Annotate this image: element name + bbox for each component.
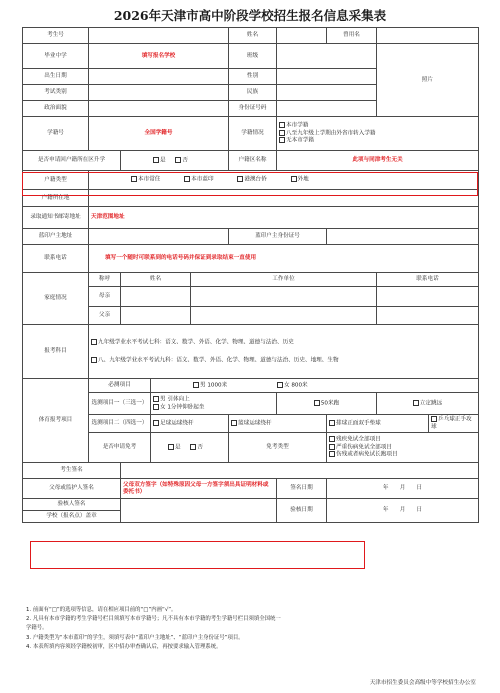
checkbox-icon[interactable]	[314, 400, 320, 406]
checker-sign-field[interactable]	[121, 499, 277, 523]
checker-sign-label: 验核人签名	[23, 499, 121, 511]
mail-addr-hint[interactable]: 天津范围地址	[89, 207, 479, 229]
checkbox-icon[interactable]	[153, 420, 159, 426]
status-options	[277, 117, 479, 151]
birth-label: 出生日期	[23, 69, 89, 85]
grad-school-label: 毕业中学	[23, 44, 89, 69]
student-no-label: 学籍号	[23, 117, 89, 151]
status-opt-none[interactable]: 无本市学籍	[279, 137, 476, 144]
male-pullup[interactable]: 男 引体向上	[153, 396, 274, 403]
hukou-district-hint[interactable]: 此项与同津考生无关	[277, 151, 479, 171]
required-label: 必测项目	[89, 379, 151, 393]
checkbox-icon[interactable]	[329, 451, 335, 457]
family-label: 家庭情况	[23, 273, 89, 325]
politics-field[interactable]	[89, 101, 229, 117]
hukou-highlight-box	[22, 172, 478, 196]
male-1000m[interactable]: 男 1000米	[193, 382, 227, 389]
ethnicity-label: 民族	[229, 85, 277, 101]
note-2: 2. 凡具有本市学籍的考生学籍号栏目须填写本市学籍号；凡不具有本市学籍的考生学籍号栏目须填全国统一	[26, 616, 281, 623]
football-dribble[interactable]: 足球运球绕杆	[151, 415, 229, 433]
checkbox-icon[interactable]	[168, 444, 174, 450]
subjects-label: 报考科目	[23, 325, 89, 379]
female-800m[interactable]: 女 800米	[277, 382, 308, 389]
student-sign-label: 考生签名	[23, 463, 121, 479]
id-no-field[interactable]	[277, 101, 377, 117]
checkbox-icon[interactable]	[231, 420, 237, 426]
mother-work-field[interactable]	[191, 287, 377, 307]
exam-no-label: 考生号	[23, 28, 89, 44]
mother-phone-field[interactable]	[377, 287, 479, 307]
checkbox-icon[interactable]	[91, 357, 97, 363]
category-label: 考试类别	[23, 85, 89, 101]
apply-hukou-label: 是否申请回户籍所在区升学	[23, 151, 121, 171]
class-label: 班级	[229, 44, 277, 69]
blue-id-field[interactable]	[327, 229, 479, 245]
exempt-type-options	[327, 433, 479, 463]
subject-opt-nine[interactable]: 八、九年级学业水平考试九科：语文、数学、外语、化学、物理、道德与法治、历史、地理、生物	[91, 357, 476, 364]
exempt-disabled[interactable]: 残疾免试全部项目	[329, 436, 476, 443]
checkbox-icon[interactable]	[175, 157, 181, 163]
hukou-district-label: 户籍区名称	[229, 151, 277, 171]
female-situp[interactable]: 女 1分钟仰卧起坐	[153, 404, 274, 411]
hukou-type-blue[interactable]: 本市蓝印	[184, 176, 213, 183]
gender-field[interactable]	[277, 69, 377, 85]
signature-highlight-box	[30, 541, 365, 569]
exempt-long-run[interactable]: 伤残或者病免试长跑项目	[329, 451, 476, 458]
subject-opt-seven[interactable]: 九年级学业水平考试七科：语文、数学、外语、化学、物理、道德与法治、历史	[91, 339, 476, 346]
category-field[interactable]	[89, 85, 229, 101]
issuer-footer: 天津市招生委员会高级中等学校招生办公室	[369, 680, 476, 686]
note-3: 3. 户籍类型为“本市蓝印”的学生，须填写表中“蓝印户主地址”、“蓝印户主身份证号”项目。	[26, 634, 244, 641]
status-opt-local[interactable]: 本市学籍	[279, 122, 476, 129]
required-options	[151, 379, 479, 393]
exempt-no[interactable]: 否	[190, 444, 203, 451]
check-date-label: 验核日期	[277, 499, 327, 523]
checkbox-icon[interactable]	[279, 130, 285, 136]
father-label: 父亲	[89, 307, 121, 325]
apply-yes[interactable]: 是	[153, 157, 166, 164]
note-4: 4. 本表所填内容须经学籍校初审，区中招办审查确认后，再按要求输入管理系统。	[26, 643, 222, 650]
checkbox-icon[interactable]	[413, 400, 419, 406]
note-2-cont: 学籍号。	[26, 625, 48, 632]
blue-addr-label: 蓝印户主地址	[23, 229, 89, 245]
checkbox-icon[interactable]	[279, 137, 285, 143]
standing-jump[interactable]: 立定跳远	[377, 393, 479, 415]
exempt-options	[151, 433, 229, 463]
registration-table	[22, 27, 479, 523]
blue-id-label: 蓝印户主身份证号	[229, 229, 327, 245]
exempt-yes[interactable]: 是	[168, 444, 181, 451]
checkbox-icon[interactable]	[329, 420, 335, 426]
apply-no[interactable]: 否	[175, 157, 188, 164]
former-name-label: 曾用名	[327, 28, 377, 44]
hukou-type-hmt[interactable]: 港澳台侨	[237, 176, 266, 183]
run-50m[interactable]: 50米跑	[277, 393, 377, 415]
student-no-hint[interactable]: 全国学籍号	[89, 117, 229, 151]
parent-sign-hint[interactable]: 父母双方签字（如特殊原因父母一方签字须出具证明材料或委托书）	[121, 479, 277, 499]
check-date-field[interactable]: 年 月 日	[327, 499, 479, 523]
name-label: 姓名	[229, 28, 277, 44]
pingpong-attack[interactable]: 乒乓球正手攻球	[429, 415, 479, 433]
form-title: 2026年天津市高中阶段学校招生报名信息采集表	[113, 8, 387, 23]
grad-school-hint[interactable]: 填写报名学校	[89, 44, 229, 69]
birth-field[interactable]	[89, 69, 229, 85]
id-no-label: 身份证号码	[229, 101, 277, 117]
pe-label: 体育报考项目	[23, 379, 89, 463]
name-field[interactable]	[277, 28, 327, 44]
checkbox-icon[interactable]	[329, 444, 335, 450]
choose2-label: 选测项目二（四选一）	[89, 415, 151, 433]
checkbox-icon[interactable]	[153, 396, 159, 402]
politics-label: 政治面貌	[23, 101, 89, 117]
checkbox-icon[interactable]	[277, 382, 283, 388]
checkbox-icon[interactable]	[193, 382, 199, 388]
class-field[interactable]	[277, 44, 377, 69]
father-phone-field[interactable]	[377, 307, 479, 325]
checkbox-icon[interactable]	[431, 416, 437, 422]
checkbox-icon[interactable]	[329, 436, 335, 442]
hukou-type-resident[interactable]: 本市常住	[131, 176, 160, 183]
exam-no-field[interactable]	[89, 28, 229, 44]
mail-addr-label: 录取通知书邮寄地址	[23, 207, 89, 229]
checkbox-icon[interactable]	[91, 339, 97, 345]
phone-hint[interactable]: 填写一个随时可联系到的电话号码并保证到录取结束一直使用	[89, 245, 479, 273]
note-1: 1. 前面有“□”的选项等信息，请在相应项目前的“□”内画“√”。	[26, 607, 177, 613]
basketball-dribble[interactable]: 篮球运球绕杆	[229, 415, 327, 433]
sign-date-label: 签名日期	[277, 479, 327, 499]
ethnicity-field[interactable]	[277, 85, 377, 101]
mother-label: 母亲	[89, 287, 121, 307]
status-opt-transfer[interactable]: 八至九年级上学期由外省市转入学籍	[279, 130, 476, 137]
fam-name-header: 姓名	[121, 273, 191, 287]
hukou-addr-label: 户籍所在地	[23, 190, 89, 207]
father-name-field[interactable]	[121, 307, 191, 325]
student-sign-field[interactable]	[121, 463, 479, 479]
former-name-field[interactable]	[377, 28, 479, 44]
mother-name-field[interactable]	[121, 287, 191, 307]
checkbox-icon[interactable]	[279, 122, 285, 128]
sign-date-field[interactable]: 年 月 日	[327, 479, 479, 499]
checkbox-icon[interactable]	[153, 404, 159, 410]
notes	[26, 606, 478, 652]
hukou-type-label: 户籍类型	[23, 171, 89, 190]
apply-hukou-options	[121, 151, 229, 171]
father-work-field[interactable]	[191, 307, 377, 325]
blue-addr-field[interactable]	[89, 229, 229, 245]
checkbox-icon[interactable]	[190, 444, 196, 450]
parent-sign-label: 父母或监护人签名	[23, 479, 121, 499]
phone-label: 联系电话	[23, 245, 89, 273]
hukou-type-other[interactable]: 外地	[291, 176, 309, 183]
fam-phone-header: 联系电话	[377, 273, 479, 287]
exempt-question-label: 是否申请免考	[89, 433, 151, 463]
subjects-options	[89, 325, 479, 379]
status-label: 学籍情况	[229, 117, 277, 151]
exempt-type-label: 免考类型	[229, 433, 327, 463]
school-seal-label: 学校（报名点）盖章	[23, 511, 121, 523]
exempt-injury[interactable]: 严重伤病免试全部项目	[329, 444, 476, 451]
fam-work-header: 工作单位	[191, 273, 377, 287]
fam-call-header: 称呼	[89, 273, 121, 287]
choose1-label: 选测项目一（三选一）	[89, 393, 151, 415]
choose1-opt-gender	[151, 393, 277, 415]
photo-box[interactable]: 照片	[377, 44, 479, 117]
volleyball-bump[interactable]: 排球正面双手垫球	[327, 415, 429, 433]
checkbox-icon[interactable]	[153, 157, 159, 163]
gender-label: 性别	[229, 69, 277, 85]
